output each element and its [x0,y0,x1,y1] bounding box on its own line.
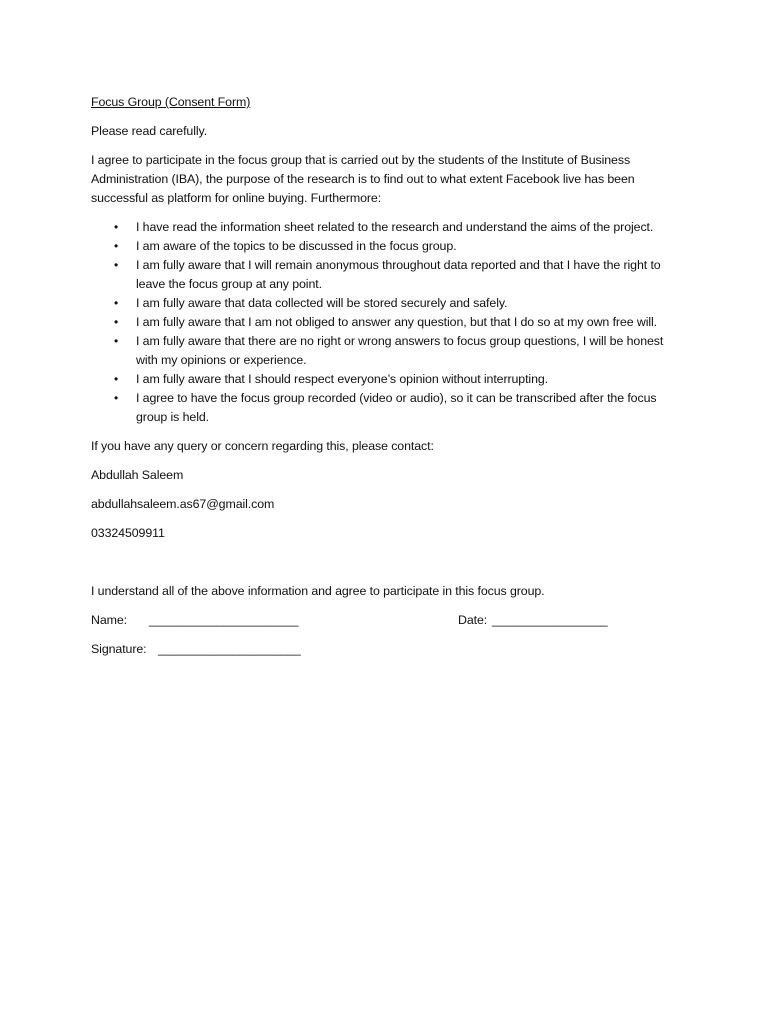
statement-text: I am fully aware that I should respect everyone’s opinion without interrupting. [136,372,549,386]
statement-text: I am fully aware that data collected will be stored securely and safely. [136,296,508,310]
consent-statement [91,218,671,237]
contact-phone: 03324509911 [91,526,165,540]
consent-statement [91,256,671,294]
consent-form [91,93,671,669]
consent-statement [91,237,671,256]
name-date-row [91,611,671,630]
name-field[interactable]: ______________________ [149,613,299,627]
signature-field[interactable]: _____________________ [158,642,301,656]
consent-statement [91,370,671,389]
bullet-icon: • [114,258,119,272]
spacer [91,553,671,582]
signature-label: Signature: [91,642,147,656]
date-label: Date: [458,613,488,627]
consent-statement [91,389,671,427]
statement-text: I am fully aware that I will remain anonymous throughout data reported and that I have the right to leave the focus group at any point. [136,258,661,291]
bullet-icon: • [114,220,119,234]
signature-row [91,640,671,659]
consent-statement [91,332,671,370]
bullet-icon: • [114,315,119,329]
consent-statement [91,294,671,313]
agreement-statement: I understand all of the above information and agree to participate in this focus group. [91,584,545,598]
instruction-text: Please read carefully. [91,124,208,138]
statement-text: I am fully aware that I am not obliged to answer any question, but that I do so at my own free will. [136,315,658,329]
bullet-icon: • [114,391,119,405]
bullet-icon: • [114,239,119,253]
statement-text: I am fully aware that there are no right or wrong answers to focus group questions, I will be honest with my opinions or experience. [136,334,664,367]
contact-name: Abdullah Saleem [91,468,184,482]
consent-statements [91,218,671,427]
contact-email[interactable]: abdullahsaleem.as67@gmail.com [91,497,275,511]
intro-paragraph: I agree to participate in the focus group that is carried out by the students of the Institute of Business Administration (IBA), the purpose of the research is to find out to what extent Facebook live has been successful as platform for online buying. Furthermore: [91,153,635,205]
statement-text: I am aware of the topics to be discussed in the focus group. [136,239,457,253]
consent-statement [91,313,671,332]
bullet-icon: • [114,334,119,348]
bullet-icon: • [114,296,119,310]
date-field[interactable]: _________________ [492,613,608,627]
contact-prompt: If you have any query or concern regarding this, please contact: [91,439,434,453]
name-label: Name: [91,613,127,627]
form-title: Focus Group (Consent Form) [91,95,251,109]
bullet-icon: • [114,372,119,386]
statement-text: I have read the information sheet related to the research and understand the aims of the project. [136,220,654,234]
statement-text: I agree to have the focus group recorded (video or audio), so it can be transcribed after the focus group is held. [136,391,657,424]
